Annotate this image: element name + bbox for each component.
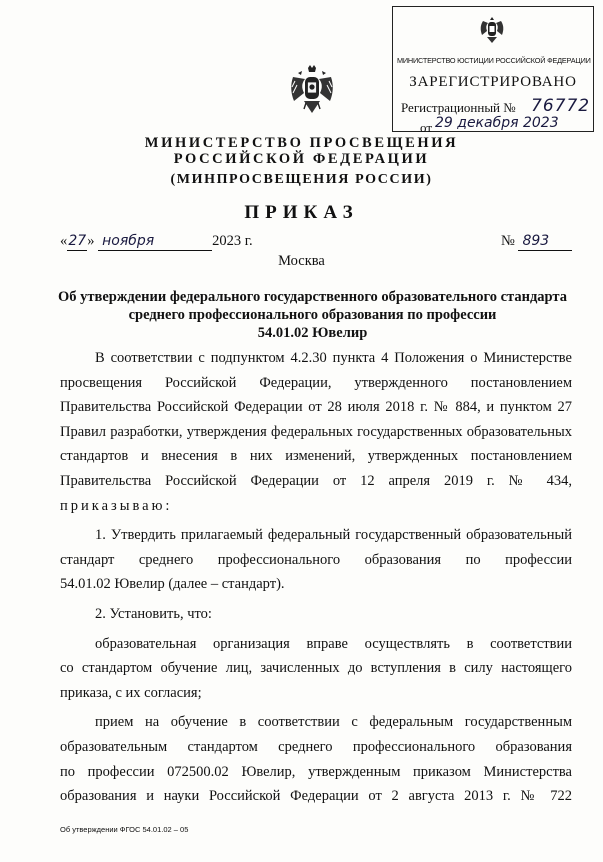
stamp-reg-label: Регистрационный №: [401, 100, 516, 115]
text-line: образовательным стандартом среднего профессионального образования: [60, 738, 572, 755]
eagle-emblem-icon: [477, 13, 507, 47]
order-number-value: 893: [522, 233, 550, 249]
text-line: Правил разработки, утверждения федеральных государственных образовательных: [60, 423, 572, 440]
page-footer: Об утверждении ФГОС 54.01.02 – 05: [60, 825, 189, 834]
order-date: «27» ноября 2023 г.: [60, 233, 253, 249]
document-title: [50, 288, 575, 342]
stamp-date-underline: [437, 131, 547, 132]
text-line: В соответствии с подпунктом 4.2.30 пункта 4 Положения о Министерстве: [95, 350, 572, 366]
paragraph-preamble: [60, 346, 572, 518]
paragraph-item-2-b: [60, 710, 572, 808]
coat-of-arms-icon: [289, 65, 335, 117]
text-line: приказываю:: [60, 497, 173, 514]
text-line: стандарт среднего профессионального образования по профессии: [60, 551, 572, 568]
text-line: образования и науки Российской Федерации от 2 августа 2013 г. № 722: [60, 788, 572, 805]
stamp-date: 29 декабря 2023: [435, 115, 559, 131]
ministry-name-line2: РОССИЙСКОЙ ФЕДЕРАЦИИ: [173, 151, 430, 167]
text-line: стандартов и внесения в них изменений, утвержденных постановлением: [60, 448, 572, 465]
order-day: 27: [68, 233, 87, 249]
text-line: просвещения Российской Федерации, утвержденного постановлением: [60, 374, 572, 391]
text-line: Правительства Российской Федерации от 28 июля 2018 г. № 884, и пунктом 27: [60, 399, 572, 416]
text-line: образовательная организация вправе осуществлять в соответствии: [95, 635, 572, 652]
order-number: [501, 233, 572, 251]
document-body: [60, 346, 572, 809]
paragraph-item-2: [60, 602, 572, 627]
ministry-abbreviation: (МИНПРОСВЕЩЕНИЯ РОССИИ): [170, 172, 433, 187]
ministry-name-line1: МИНИСТЕРСТВО ПРОСВЕЩЕНИЯ: [144, 135, 459, 151]
text-line: 2. Установить, что:: [95, 605, 212, 622]
text-line: со стандартом обучение лиц, зачисленных до вступления в силу настоящего: [60, 660, 572, 677]
text-line: прием на обучение в соответствии с федеральным государственным: [95, 714, 572, 731]
text-line: 54.01.02 Ювелир (далее – стандарт).: [60, 576, 285, 593]
title-line: 54.01.02 Ювелир: [257, 325, 368, 341]
text-line: по профессии 072500.02 Ювелир, утвержденным приказом Министерства: [60, 763, 572, 780]
city: Москва: [278, 253, 325, 269]
order-number-label: №: [501, 233, 515, 249]
order-year: 2023 г.: [212, 233, 253, 249]
stamp-date-prefix: от: [420, 120, 433, 135]
document-type-heading: ПРИКАЗ: [244, 202, 359, 223]
order-month: ноября: [102, 233, 155, 249]
paragraph-item-1: [60, 523, 572, 597]
stamp-status: ЗАРЕГИСТРИРОВАНО: [409, 74, 577, 90]
title-line: Об утверждении федерального государственного образовательного стандарта: [58, 289, 567, 305]
text-line: Правительства Российской Федерации от 12 апреля 2019 г. № 434,: [60, 472, 572, 489]
text-line: приказа, с их согласия;: [60, 684, 202, 701]
stamp-reg-number: 76772: [531, 96, 591, 116]
text-line: 1. Утвердить прилагаемый федеральный государственный образовательный: [95, 527, 572, 544]
registration-stamp: [392, 6, 594, 135]
stamp-ministry: МИНИСТЕРСТВО ЮСТИЦИИ РОССИЙСКОЙ ФЕДЕРАЦИИ: [397, 56, 591, 65]
title-line: среднего профессионального образования по профессии: [128, 307, 497, 323]
paragraph-item-2-a: [60, 632, 572, 706]
